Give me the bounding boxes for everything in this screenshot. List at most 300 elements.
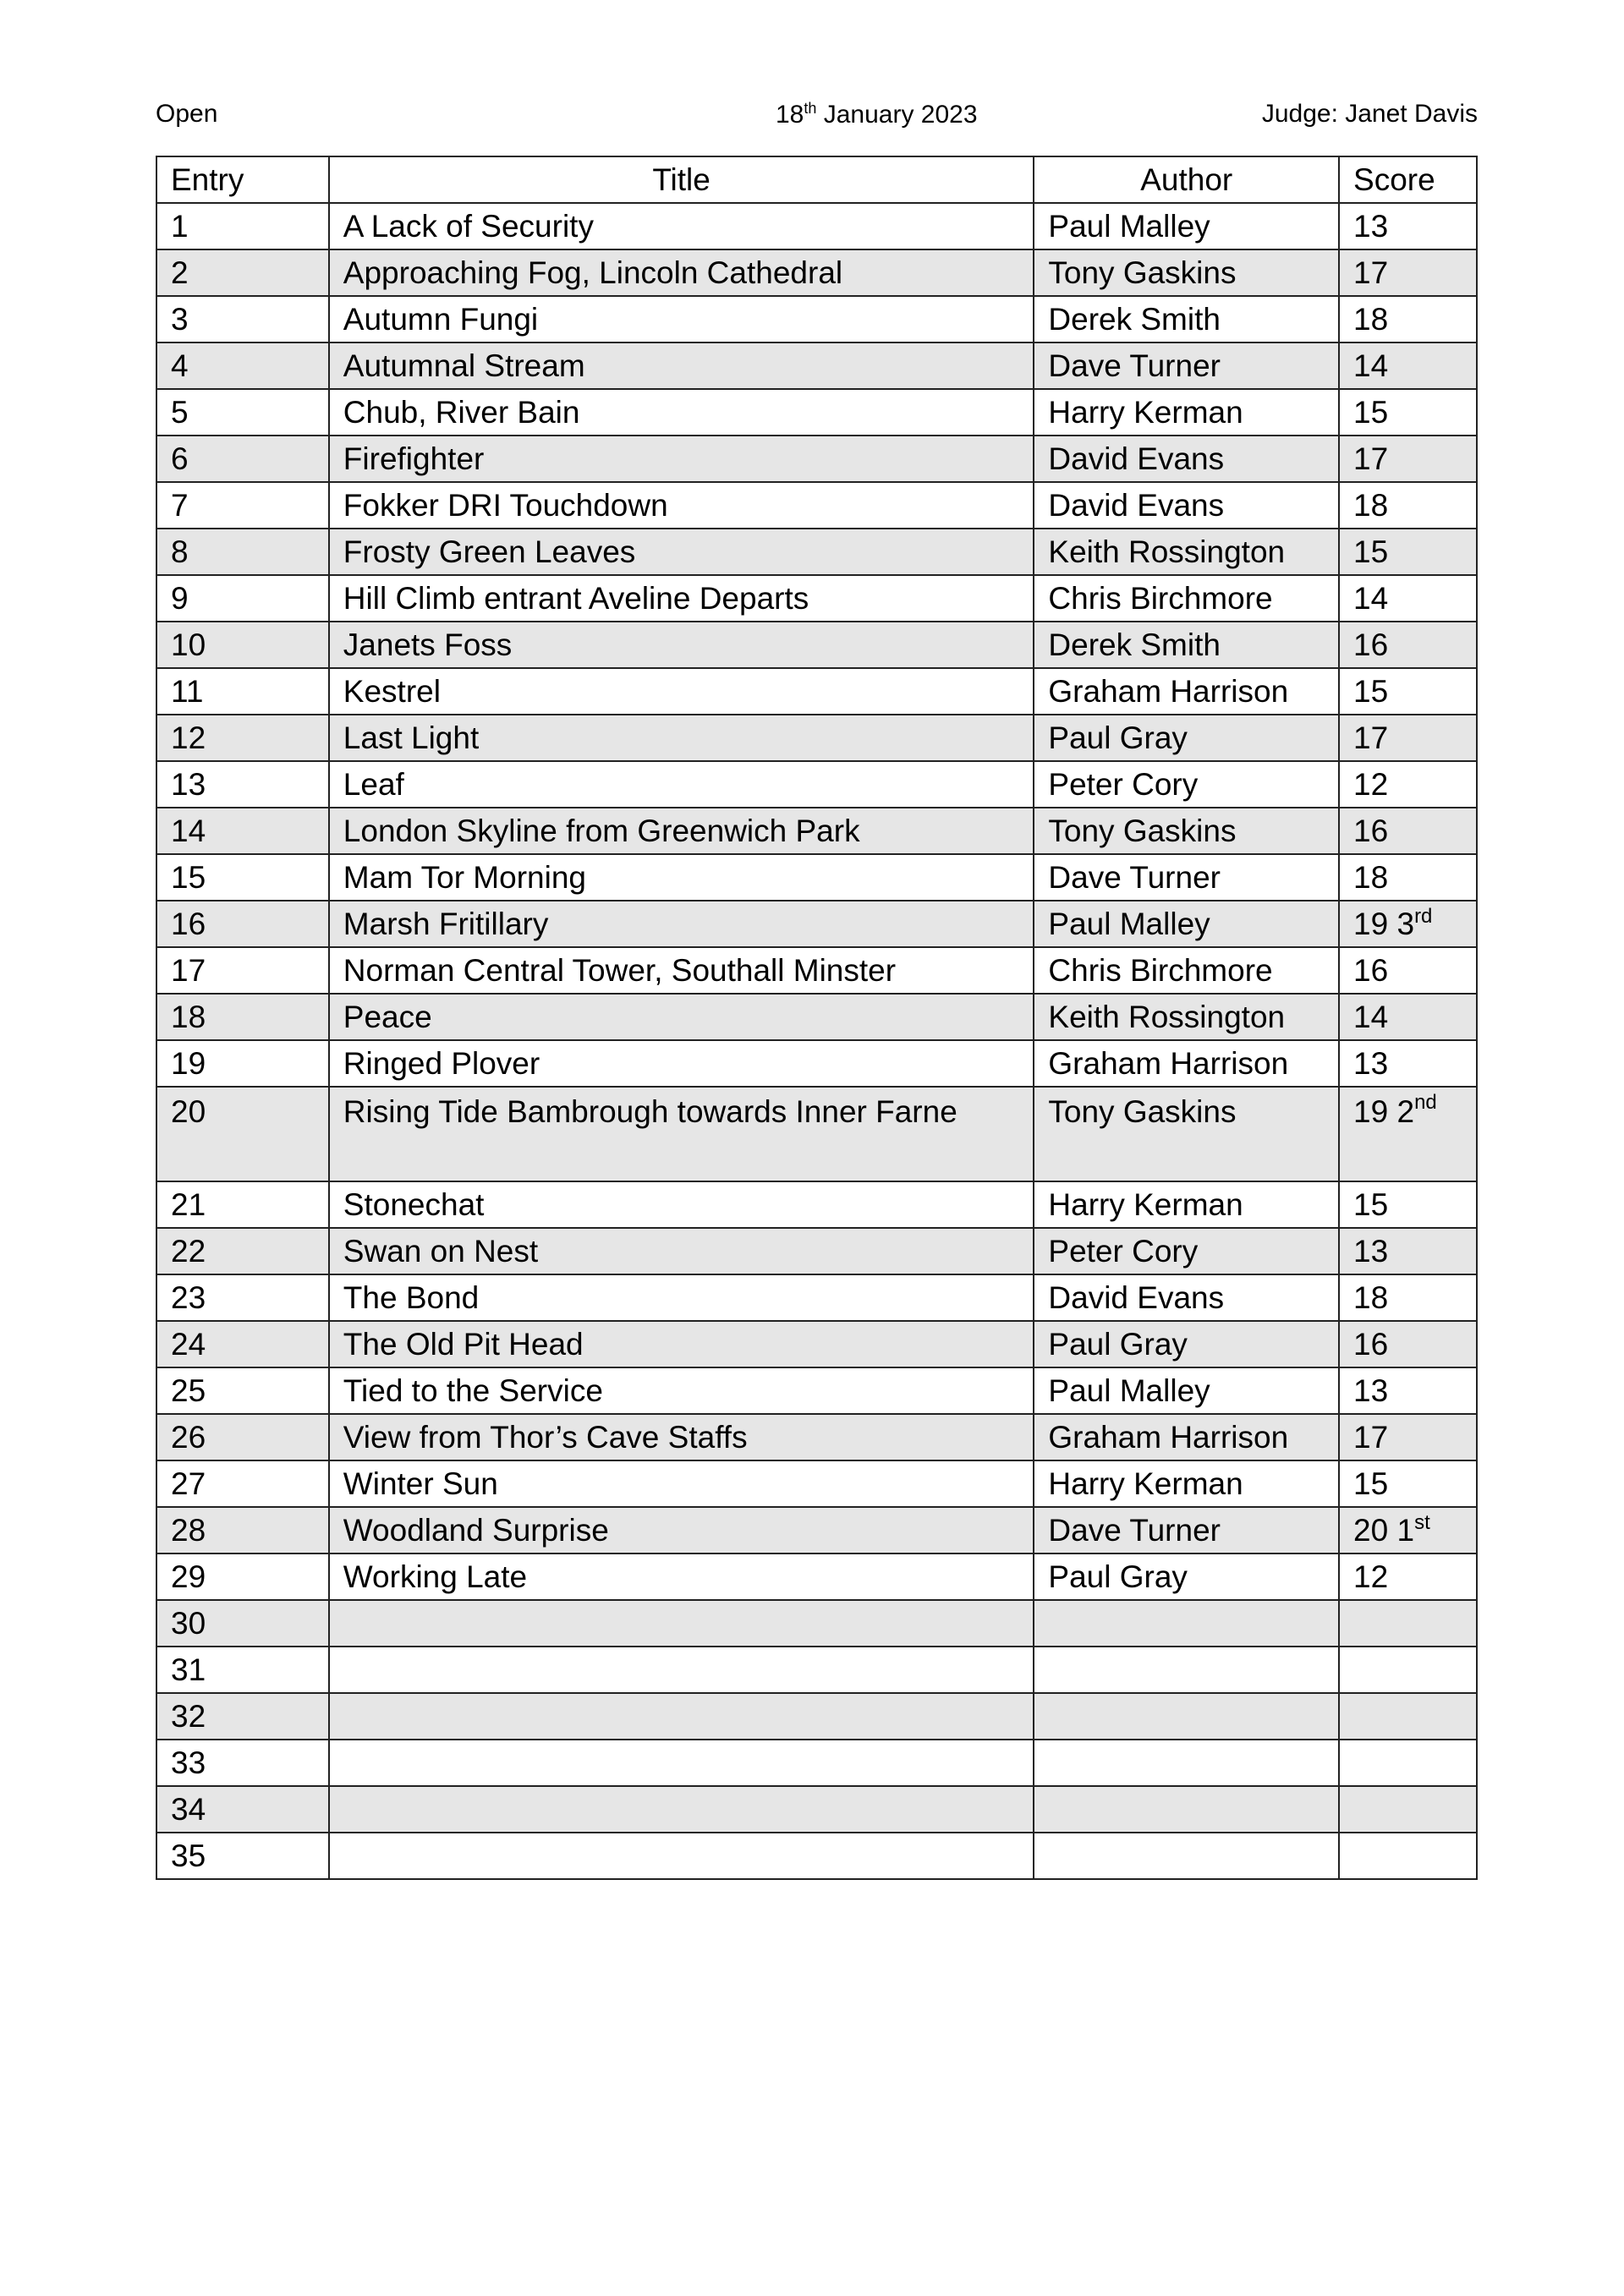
author-text: David Evans [1048,488,1225,523]
entry-text: 8 [171,534,189,569]
author-text: Peter Cory [1048,1234,1199,1269]
score-text: 14 [1353,581,1389,616]
cell-title [329,249,1034,296]
cell-title [329,1040,1034,1087]
author-text: Paul Gray [1048,721,1188,755]
cell-score [1339,1460,1477,1507]
entry-text: 26 [171,1420,206,1455]
cell-entry [156,1786,329,1833]
cell-title [329,947,1034,994]
table-row [156,622,1477,668]
entry-text: 31 [171,1652,206,1687]
cell-author [1034,1414,1339,1460]
entry-text: 19 [171,1046,206,1081]
cell-author [1034,808,1339,854]
table-row [156,1367,1477,1414]
cell-author [1034,1460,1339,1507]
entry-text: 29 [171,1559,206,1594]
cell-entry [156,854,329,901]
entry-text: 33 [171,1745,206,1780]
score-text: 16 [1353,1327,1389,1362]
author-text: Tony Gaskins [1048,255,1237,290]
title-text: Autumnal Stream [343,348,585,383]
entry-text: 14 [171,814,206,848]
score-text: 12 [1353,767,1389,802]
cell-title [329,342,1034,389]
cell-score [1339,389,1477,436]
cell-title [329,1786,1034,1833]
entry-text: 23 [171,1280,206,1315]
author-text: Paul Malley [1048,907,1210,941]
title-text: Hill Climb entrant Aveline Departs [343,581,809,616]
cell-title [329,203,1034,249]
table-row [156,1460,1477,1507]
table-row [156,249,1477,296]
cell-score [1339,296,1477,342]
entry-text: 30 [171,1606,206,1641]
cell-title [329,1181,1034,1228]
cell-title [329,1600,1034,1647]
title-text: Norman Central Tower, Southall Minster [343,953,897,988]
cell-entry [156,1367,329,1414]
title-text: View from Thor’s Cave Staffs [343,1420,748,1455]
cell-score [1339,1087,1477,1181]
title-text: Mam Tor Morning [343,860,586,895]
cell-entry [156,808,329,854]
author-text: Graham Harrison [1048,1046,1289,1081]
cell-title [329,668,1034,715]
title-text: The Bond [343,1280,480,1315]
placing-suffix: st [1414,1511,1430,1534]
cell-author [1034,1553,1339,1600]
score-text: 13 [1353,1234,1389,1269]
title-text: Working Late [343,1559,528,1594]
cell-title [329,1087,1034,1181]
entry-text: 27 [171,1466,206,1501]
table-row [156,1507,1477,1553]
cell-author [1034,1740,1339,1786]
cell-score [1339,1693,1477,1740]
table-row [156,808,1477,854]
entry-text: 6 [171,441,189,476]
author-text: Derek Smith [1048,302,1221,337]
cell-author [1034,668,1339,715]
title-text: Autumn Fungi [343,302,539,337]
cell-score [1339,1181,1477,1228]
score-text: 18 [1353,302,1389,337]
cell-score [1339,808,1477,854]
date-label [776,100,978,129]
cell-entry [156,1460,329,1507]
cell-score [1339,482,1477,529]
cell-author [1034,994,1339,1040]
cell-author [1034,622,1339,668]
cell-entry [156,1228,329,1274]
score-text: 20 1 [1353,1513,1415,1548]
author-text: Peter Cory [1048,767,1199,802]
table-row [156,947,1477,994]
cell-author [1034,715,1339,761]
entry-text: 13 [171,767,206,802]
table-header-row [156,156,1477,203]
cell-entry [156,575,329,622]
table-row [156,1321,1477,1367]
table-row [156,1600,1477,1647]
title-text: Approaching Fog, Lincoln Cathedral [343,255,843,290]
entry-text: 3 [171,302,189,337]
cell-author [1034,342,1339,389]
cell-score [1339,994,1477,1040]
cell-title [329,296,1034,342]
cell-author [1034,947,1339,994]
author-text: Dave Turner [1048,1513,1221,1548]
entry-text: 15 [171,860,206,895]
cell-title [329,436,1034,482]
title-text: The Old Pit Head [343,1327,584,1362]
cell-title [329,1228,1034,1274]
cell-author [1034,1647,1339,1693]
table-row [156,482,1477,529]
cell-entry [156,342,329,389]
title-text: Chub, River Bain [343,395,580,430]
author-text: Dave Turner [1048,348,1221,383]
cell-author [1034,1693,1339,1740]
table-row [156,715,1477,761]
column-header-score: Score [1339,156,1477,203]
cell-score [1339,1414,1477,1460]
cell-score [1339,1647,1477,1693]
table-row [156,1087,1477,1181]
cell-title [329,1274,1034,1321]
entry-text: 28 [171,1513,206,1548]
cell-score [1339,203,1477,249]
cell-author [1034,1274,1339,1321]
cell-author [1034,1600,1339,1647]
score-text: 19 2 [1353,1094,1415,1129]
author-text: Paul Malley [1048,209,1210,244]
score-text: 14 [1353,1000,1389,1034]
cell-author [1034,1228,1339,1274]
cell-entry [156,622,329,668]
entry-text: 34 [171,1792,206,1827]
table-row [156,575,1477,622]
title-text: Firefighter [343,441,485,476]
table-row [156,203,1477,249]
score-text: 18 [1353,488,1389,523]
cell-author [1034,575,1339,622]
cell-entry [156,482,329,529]
entry-text: 24 [171,1327,206,1362]
author-text: Keith Rossington [1048,1000,1286,1034]
title-text: Winter Sun [343,1466,498,1501]
cell-author [1034,761,1339,808]
entry-text: 1 [171,209,189,244]
title-text: Marsh Fritillary [343,907,549,941]
date-day: 18 [776,101,804,129]
cell-title [329,854,1034,901]
cell-entry [156,1647,329,1693]
cell-author [1034,1087,1339,1181]
cell-author [1034,249,1339,296]
entry-text: 5 [171,395,189,430]
table-row [156,901,1477,947]
column-header-title: Title [329,156,1034,203]
cell-entry [156,529,329,575]
cell-title [329,622,1034,668]
author-text: Derek Smith [1048,627,1221,662]
cell-author [1034,1833,1339,1879]
cell-entry [156,761,329,808]
cell-title [329,761,1034,808]
title-text: Ringed Plover [343,1046,540,1081]
title-text: Janets Foss [343,627,513,662]
entry-text: 22 [171,1234,206,1269]
cell-title [329,1507,1034,1553]
table-row [156,1040,1477,1087]
table-row [156,1274,1477,1321]
cell-score [1339,1040,1477,1087]
table-row [156,1740,1477,1786]
score-text: 18 [1353,1280,1389,1315]
cell-score [1339,1833,1477,1879]
cell-author [1034,1040,1339,1087]
author-text: Harry Kerman [1048,395,1243,430]
cell-title [329,808,1034,854]
entry-text: 11 [171,674,204,709]
cell-title [329,529,1034,575]
table-row [156,1833,1477,1879]
author-text: Harry Kerman [1048,1466,1243,1501]
cell-title [329,389,1034,436]
entry-text: 16 [171,907,206,941]
table-row [156,296,1477,342]
cell-author [1034,1321,1339,1367]
cell-score [1339,1274,1477,1321]
entry-text: 32 [171,1699,206,1734]
cell-entry [156,296,329,342]
cell-score [1339,342,1477,389]
cell-title [329,1321,1034,1367]
score-text: 15 [1353,674,1389,709]
cell-title [329,1553,1034,1600]
score-text: 19 3 [1353,907,1415,941]
score-text: 15 [1353,395,1389,430]
cell-entry [156,947,329,994]
cell-score [1339,1367,1477,1414]
author-text: Paul Gray [1048,1327,1188,1362]
score-text: 12 [1353,1559,1389,1594]
cell-entry [156,1040,329,1087]
cell-title [329,994,1034,1040]
cell-entry [156,668,329,715]
author-text: Harry Kerman [1048,1187,1243,1222]
table-row [156,342,1477,389]
cell-title [329,715,1034,761]
placing-suffix: rd [1414,905,1433,928]
judge-label: Judge: Janet Davis [1261,100,1478,128]
entry-text: 18 [171,1000,206,1034]
cell-author [1034,436,1339,482]
cell-author [1034,1507,1339,1553]
table-row [156,1786,1477,1833]
entry-text: 35 [171,1838,206,1873]
title-text: A Lack of Security [343,209,594,244]
score-text: 17 [1353,441,1389,476]
table-row [156,1553,1477,1600]
title-text: Tied to the Service [343,1373,603,1408]
title-text: Rising Tide Bambrough towards Inner Farne [343,1094,957,1129]
title-text: London Skyline from Greenwich Park [343,814,860,848]
table-row [156,854,1477,901]
table-row [156,529,1477,575]
author-text: David Evans [1048,1280,1225,1315]
cell-score [1339,249,1477,296]
cell-score [1339,901,1477,947]
cell-author [1034,296,1339,342]
score-text: 13 [1353,1373,1389,1408]
entry-text: 9 [171,581,189,616]
cell-score [1339,715,1477,761]
entry-text: 2 [171,255,189,290]
table-row [156,994,1477,1040]
cell-entry [156,389,329,436]
entry-text: 12 [171,721,206,755]
cell-title [329,1740,1034,1786]
cell-title [329,1460,1034,1507]
score-text: 14 [1353,348,1389,383]
cell-title [329,1833,1034,1879]
score-text: 15 [1353,1187,1389,1222]
cell-author [1034,389,1339,436]
title-text: Swan on Nest [343,1234,539,1269]
cell-entry [156,249,329,296]
cell-entry [156,436,329,482]
score-text: 15 [1353,1466,1389,1501]
cell-entry [156,994,329,1040]
author-text: Tony Gaskins [1048,814,1237,848]
score-text: 17 [1353,721,1389,755]
score-text: 15 [1353,534,1389,569]
cell-author [1034,203,1339,249]
cell-score [1339,1600,1477,1647]
cell-entry [156,1181,329,1228]
title-text: Fokker DRI Touchdown [343,488,668,523]
cell-title [329,1367,1034,1414]
cell-entry [156,1553,329,1600]
table-row [156,761,1477,808]
author-text: Graham Harrison [1048,674,1289,709]
author-text: Keith Rossington [1048,534,1286,569]
cell-entry [156,1693,329,1740]
cell-title [329,482,1034,529]
cell-entry [156,1833,329,1879]
cell-score [1339,1321,1477,1367]
title-text: Woodland Surprise [343,1513,609,1548]
cell-score [1339,1553,1477,1600]
table-row [156,1414,1477,1460]
score-text: 13 [1353,209,1389,244]
cell-title [329,1693,1034,1740]
table-row [156,389,1477,436]
cell-author [1034,1786,1339,1833]
placing-suffix: nd [1414,1091,1437,1114]
cell-entry [156,1414,329,1460]
cell-author [1034,1367,1339,1414]
entry-text: 7 [171,488,189,523]
cell-score [1339,529,1477,575]
cell-score [1339,1786,1477,1833]
score-text: 17 [1353,1420,1389,1455]
entry-text: 17 [171,953,206,988]
score-text: 17 [1353,255,1389,290]
cell-entry [156,1321,329,1367]
entry-text: 21 [171,1187,206,1222]
table-row [156,436,1477,482]
cell-entry [156,901,329,947]
table-body [156,203,1477,1879]
cell-author [1034,854,1339,901]
table-row [156,1647,1477,1693]
score-text: 18 [1353,860,1389,895]
entry-text: 10 [171,627,206,662]
author-text: Tony Gaskins [1048,1094,1237,1129]
score-text: 16 [1353,627,1389,662]
cell-score [1339,668,1477,715]
table-row [156,1693,1477,1740]
cell-score [1339,1228,1477,1274]
cell-score [1339,947,1477,994]
entry-text: 4 [171,348,189,383]
cell-score [1339,622,1477,668]
title-text: Stonechat [343,1187,485,1222]
cell-entry [156,1274,329,1321]
cell-entry [156,1087,329,1181]
cell-score [1339,761,1477,808]
cell-author [1034,529,1339,575]
cell-entry [156,715,329,761]
cell-score [1339,1507,1477,1553]
author-text: Dave Turner [1048,860,1221,895]
title-text: Frosty Green Leaves [343,534,636,569]
author-text: Graham Harrison [1048,1420,1289,1455]
cell-entry [156,1507,329,1553]
cell-author [1034,482,1339,529]
title-text: Last Light [343,721,480,755]
cell-score [1339,436,1477,482]
date-suffix: th [804,100,817,117]
table-row [156,668,1477,715]
score-text: 13 [1353,1046,1389,1081]
cell-title [329,1414,1034,1460]
table-row [156,1181,1477,1228]
results-table [156,156,1478,1880]
cell-score [1339,1740,1477,1786]
score-text: 16 [1353,814,1389,848]
cell-title [329,1647,1034,1693]
cell-score [1339,575,1477,622]
entry-text: 20 [171,1094,206,1129]
category-label: Open [156,100,218,128]
cell-entry [156,203,329,249]
date-rest: January 2023 [816,101,978,129]
title-text: Kestrel [343,674,441,709]
author-text: Chris Birchmore [1048,581,1273,616]
author-text: Chris Birchmore [1048,953,1273,988]
cell-score [1339,854,1477,901]
entry-text: 25 [171,1373,206,1408]
title-text: Leaf [343,767,404,802]
column-header-entry: Entry [156,156,329,203]
